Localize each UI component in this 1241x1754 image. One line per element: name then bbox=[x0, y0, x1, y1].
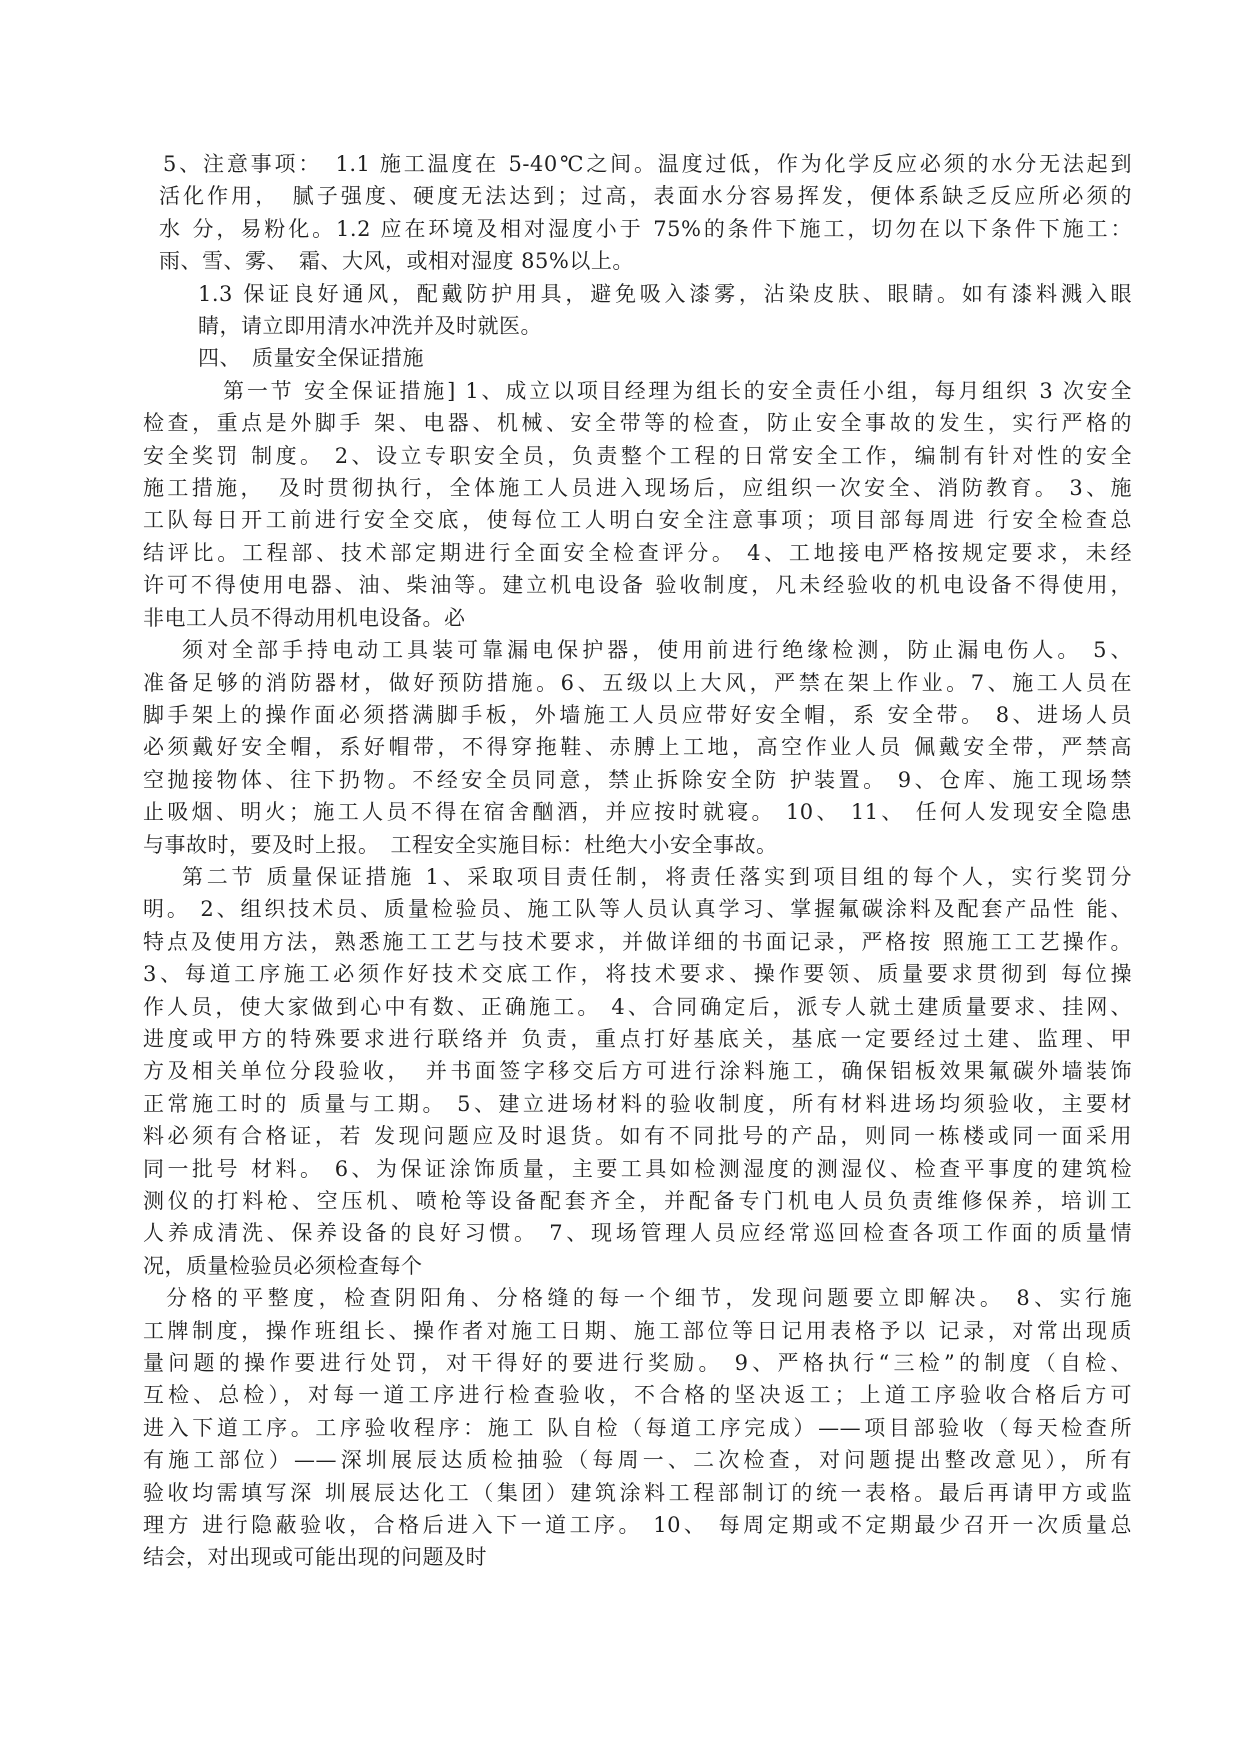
text-line: 结会，对出现或可能出现的问题及时 bbox=[143, 1545, 487, 1570]
text-line: 况，质量检验员必须检查每个 bbox=[143, 1253, 423, 1278]
text-line: 作人员，使大家做到心中有数、正确施工。 4、合同确定后，派专人就土建质量要求、挂网、 bbox=[143, 994, 1132, 1019]
text-line: 进入下道工序。工序验收程序：施工 队自检（每道工序完成）——项目部验收（每天检查所 bbox=[143, 1415, 1132, 1440]
text-line: 有施工部位）——深圳展辰达质检抽验（每周一、二次检查，对问题提出整改意见），所有 bbox=[143, 1448, 1132, 1473]
paragraph bbox=[143, 148, 1132, 278]
text-line: 人养成清洗、保养设备的良好习惯。 7、现场管理人员应经常巡回检查各项工作面的质量情 bbox=[143, 1221, 1132, 1246]
text-line: 须对全部手持电动工具装可靠漏电保护器，使用前进行绝缘检测，防止漏电伤人。 5、 bbox=[182, 638, 1132, 663]
text-line: 测仪的打料枪、空压机、喷枪等设备配套齐全，并配备专门机电人员负责维修保养，培训工 bbox=[143, 1189, 1132, 1213]
text-line: 量问题的操作要进行处罚，对干得好的要进行奖励。 9、严格执行“三检”的制度（自检、 bbox=[143, 1351, 1132, 1376]
text-line: 1.3 保证良好通风，配戴防护用具，避免吸入漆雾，沾染皮肤、眼睛。如有漆料溅入眼 bbox=[198, 281, 1132, 306]
text-line: 互检、总检），对每一道工序进行检查验收，不合格的坚决返工；上道工序验收合格后方可 bbox=[143, 1383, 1132, 1408]
text-line: 非电工人员不得动用机电设备。必 bbox=[143, 605, 466, 630]
text-line: 四、 质量安全保证措施 bbox=[198, 346, 424, 371]
text-line: 睛，请立即用清水冲洗并及时就医。 bbox=[198, 314, 542, 339]
text-line: 与事故时，要及时上报。 工程安全实施目标：杜绝大小安全事故。 bbox=[143, 832, 778, 857]
text-line: 施工措施， 及时贯彻执行，全体施工人员进入现场后，应组织一次安全、消防教育。 3、施 bbox=[143, 476, 1132, 501]
text-line: 准备足够的消防器材，做好预防措施。6、五级以上大风，严禁在架上作业。7、施工人员在 bbox=[143, 670, 1132, 695]
paragraph bbox=[143, 634, 1132, 861]
document-body bbox=[143, 148, 1132, 1574]
text-line: 许可不得使用电器、油、柴油等。建立机电设备 验收制度，凡未经验收的机电设备不得使用， bbox=[143, 573, 1132, 598]
text-line: 工牌制度，操作班组长、操作者对施工日期、施工部位等日记用表格予以 记录，对常出现质 bbox=[143, 1318, 1132, 1343]
text-line: 必须戴好安全帽，系好帽带，不得穿拖鞋、赤膊上工地，高空作业人员 佩戴安全带，严禁高 bbox=[143, 735, 1132, 760]
paragraph bbox=[143, 342, 1132, 374]
text-line: 方及相关单位分段验收， 并书面签字移交后方可进行涂料施工，确保铝板效果氟碳外墙装饰 bbox=[143, 1059, 1132, 1084]
text-line: 脚手架上的操作面必须搭满脚手板，外墙施工人员应带好安全帽，系 安全带。 8、进场人员 bbox=[143, 702, 1132, 727]
text-line: 水 分，易粉化。1.2 应在环境及相对湿度小于 75%的条件下施工，切勿在以下条件下施工： bbox=[159, 216, 1132, 241]
text-line: 工队每日开工前进行安全交底，使每位工人明白安全注意事项；项目部每周进 行安全检查总 bbox=[143, 508, 1132, 533]
text-line: 同一批号 材料。 6、为保证涂饰质量，主要工具如检测湿度的测湿仪、检查平事度的建筑检 bbox=[143, 1156, 1132, 1181]
paragraph bbox=[143, 1282, 1132, 1574]
text-line: 验收均需填写深 圳展辰达化工（集团）建筑涂料工程部制订的统一表格。最后再请甲方或监 bbox=[143, 1480, 1132, 1505]
text-line: 正常施工时的 质量与工期。 5、建立进场材料的验收制度，所有材料进场均须验收，主要材 bbox=[143, 1091, 1132, 1116]
text-line: 进度或甲方的特殊要求进行联络并 负责，重点打好基底关，基底一定要经过土建、监理、甲 bbox=[143, 1026, 1132, 1051]
text-line: 活化作用， 腻子强度、硬度无法达到；过高，表面水分容易挥发，便体系缺乏反应所必须的 bbox=[159, 184, 1132, 209]
text-line: 3、每道工序施工必须作好技术交底工作，将技术要求、操作要领、质量要求贯彻到 每位操 bbox=[143, 962, 1132, 987]
text-line: 结评比。工程部、技术部定期进行全面安全检查评分。 4、工地接电严格按规定要求，未经 bbox=[143, 540, 1132, 565]
paragraph bbox=[143, 375, 1132, 634]
text-line: 安全奖罚 制度。 2、设立专职安全员，负责整个工程的日常安全工作，编制有针对性的安全 bbox=[143, 443, 1132, 468]
text-line: 检查，重点是外脚手 架、电器、机械、安全带等的检查，防止安全事故的发生，实行严格的 bbox=[143, 411, 1132, 436]
text-line: 第二节 质量保证措施 1、采取项目责任制，将责任落实到项目组的每个人，实行奖罚分 bbox=[182, 864, 1132, 889]
paragraph bbox=[143, 278, 1132, 343]
text-line: 理方 进行隐蔽验收，合格后进入下一道工序。 10、 每周定期或不定期最少召开一次质量总 bbox=[143, 1513, 1132, 1538]
text-line: 第一节 安全保证措施] 1、成立以项目经理为组长的安全责任小组，每月组织 3 次安全 bbox=[223, 378, 1132, 403]
text-line: 5、注意事项： 1.1 施工温度在 5-40℃之间。温度过低，作为化学反应必须的水分无法起到 bbox=[163, 152, 1132, 176]
paragraph bbox=[143, 861, 1132, 1282]
text-line: 料必须有合格证，若 发现问题应及时退货。如有不同批号的产品，则同一栋楼或同一面采用 bbox=[143, 1124, 1132, 1149]
text-line: 止吸烟、明火；施工人员不得在宿舍酗酒，并应按时就寝。 10、 11、 任何人发现安全隐患 bbox=[143, 800, 1132, 825]
text-line: 空抛接物体、往下扔物。不经安全员同意，禁止拆除安全防 护装置。 9、仓库、施工现场禁 bbox=[143, 767, 1132, 792]
text-line: 明。 2、组织技术员、质量检验员、施工队等人员认真学习、掌握氟碳涂料及配套产品性 能、 bbox=[143, 897, 1132, 922]
text-line: 分格的平整度，检查阴阳角、分格缝的每一个细节，发现问题要立即解决。 8、实行施 bbox=[166, 1286, 1132, 1311]
text-line: 雨、雪、雾、 霜、大风，或相对湿度 85%以上。 bbox=[159, 249, 634, 274]
text-line: 特点及使用方法，熟悉施工工艺与技术要求，并做详细的书面记录，严格按 照施工工艺操作。 bbox=[143, 929, 1132, 954]
